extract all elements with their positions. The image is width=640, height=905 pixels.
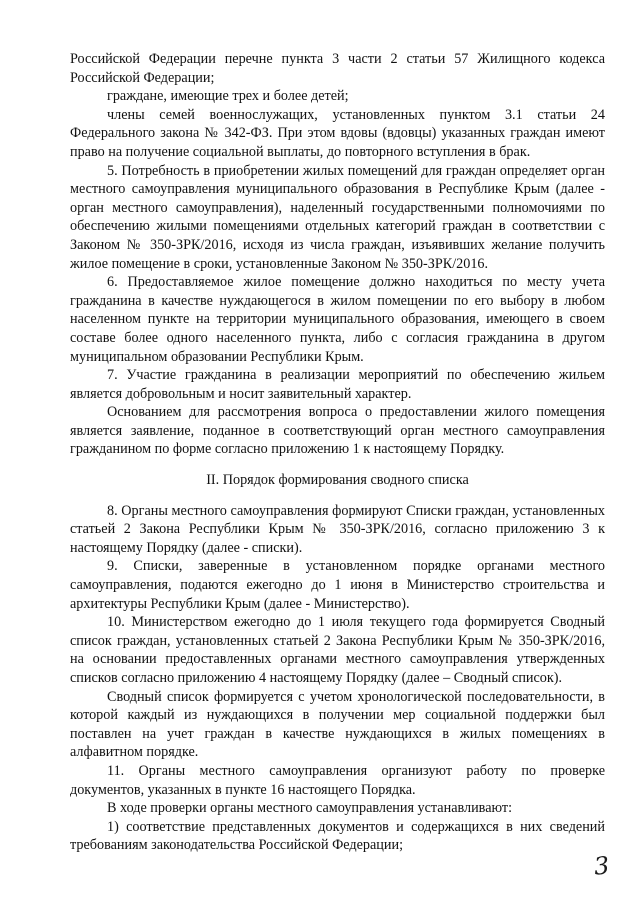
- paragraph-clause-6: 6. Предоставляемое жилое помещение должно находиться по месту учета гражданина в качестве нуждающегося в жилом помещении по его выбору в любом населенном пункте на территории муниципального образования, имеющего в своем составе более одного населенного пункта, либо с согласия гражданина в другом муниципальном образовании Республики Крым.: [70, 274, 605, 365]
- paragraph-clause-11: 11. Органы местного самоуправления организуют работу по проверке документов, указанных в пункте 16 настоящего Порядка.: [70, 762, 605, 798]
- paragraph-verification-intro: В ходе проверки органы местного самоуправления устанавливают:: [107, 800, 513, 817]
- paragraph-clause-10: 10. Министерством ежегодно до 1 июля текущего года формируется Сводный список граждан, установленных статьей 2 Закона Республики Крым № 350-ЗРК/2016, на основании предоставленных органами местного самоуправления утвержденных списков согласно приложению 4 настоящему Порядку (далее – Сводный список).: [70, 614, 605, 686]
- document-body: [70, 50, 605, 855]
- paragraph-continuation: Российской Федерации перечне пункта 3 части 2 статьи 57 Жилищного кодекса Российской Федерации;: [70, 51, 605, 86]
- paragraph-verification-item-1: 1) соответствие представленных документов и содержащихся в них сведений требованиям законодательства Российской Федерации;: [70, 818, 605, 854]
- page-number: 3: [592, 851, 611, 881]
- paragraph-clause-8: 8. Органы местного самоуправления формируют Списки граждан, установленных статьей 2 Закона Республики Крым № 350-ЗРК/2016, согласно приложению 3 к настоящему Порядку (далее - списки).: [70, 502, 605, 556]
- paragraph-summary-list: Сводный список формируется с учетом хронологической последовательности, в которой каждый из нуждающихся в получении мер социальной поддержки был поставлен на учет граждан в качестве нуждающихся в жилых помещениях в алфавитном порядке.: [70, 688, 605, 761]
- paragraph-application-basis: Основанием для рассмотрения вопроса о предоставлении жилого помещения является заявление, поданное в соответствующий орган местного самоуправления гражданином по форме согласно приложению 1 к настоящему Порядку.: [70, 404, 605, 458]
- paragraph-military-families: члены семей военнослужащих, установленных пунктом 3.1 статьи 24 Федерального закона № 342-ФЗ. При этом вдовы (вдовцы) указанных граждан имеют право на получение социальной выплаты, до повторного вступления в брак.: [70, 106, 605, 160]
- paragraph-large-families: граждане, имеющие трех и более детей;: [107, 88, 349, 105]
- paragraph-clause-5: 5. Потребность в приобретении жилых помещений для граждан определяет орган местного самоуправления муниципального образования в Республике Крым (далее - орган местного самоуправления), наделенный государственными полномочиями по обеспечению жилыми помещениями отдельных категорий граждан в соответствии с Законом № 350-ЗРК/2016, исходя из числа граждан, изъявивших желание получить жилое помещение в сроки, установленные Законом № 350-ЗРК/2016.: [70, 162, 605, 272]
- section-heading: II. Порядок формирования сводного списка: [206, 472, 469, 489]
- paragraph-clause-9: 9. Списки, заверенные в установленном порядке органами местного самоуправления, подаются ежегодно до 1 июня в Министерство строительства и архитектуры Республики Крым (далее - Министерство).: [70, 558, 605, 612]
- paragraph-clause-7: 7. Участие гражданина в реализации мероприятий по обеспечению жильем является добровольным и носит заявительный характер.: [70, 367, 605, 402]
